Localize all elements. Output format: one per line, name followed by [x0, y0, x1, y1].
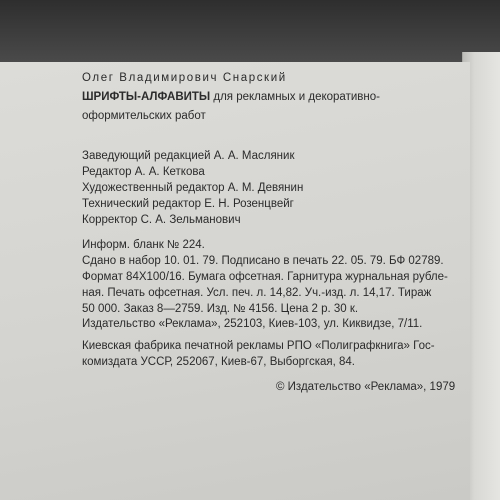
credit-line: Технический редактор Е. Н. Розенцвейг: [82, 198, 294, 210]
printer-line: Киевская фабрика печатной рекламы РПО «Полиграфкнига» Гос-: [82, 340, 435, 352]
publisher-address: Издательство «Реклама», 252103, Киев-103, ул. Киквидзе, 7/11.: [82, 318, 423, 330]
book-title-rest: для рекламных и декоративно-: [210, 91, 380, 103]
imprint-line: 50 000. Заказ 8—2759. Изд. № 4156. Цена 2 р. 30 к.: [82, 303, 359, 315]
book-title: ШРИФТЫ-АЛФАВИТЫ: [82, 91, 211, 103]
credit-line: Редактор А. А. Кеткова: [82, 166, 205, 178]
imprint-line: Сдано в набор 10. 01. 79. Подписано в печать 22. 05. 79. БФ 02789.: [82, 255, 444, 267]
printer-line: комиздата УССР, 252067, Киев-67, Выборгская, 84.: [82, 356, 355, 368]
imprint-line: Формат 84Х100/16. Бумага офсетная. Гарнитура журнальная рубле-: [82, 271, 448, 283]
book-title-line-1: [82, 89, 380, 105]
credit-line: Заведующий редакцией А. А. Масляник: [82, 150, 295, 162]
author-name: Олег Владимирович Снарский: [82, 72, 287, 84]
copyright-line: © Издательство «Реклама», 1979: [276, 381, 456, 393]
credit-line: Корректор С. А. Зельманович: [82, 214, 241, 226]
imprint-line: Информ. бланк № 224.: [82, 239, 205, 251]
credit-line: Художественный редактор А. М. Девянин: [82, 182, 304, 194]
imprint-line: ная. Печать офсетная. Усл. печ. л. 14,82. Уч.-изд. л. 14,17. Тираж: [82, 287, 432, 299]
book-title-line-2: оформительских работ: [82, 110, 206, 122]
